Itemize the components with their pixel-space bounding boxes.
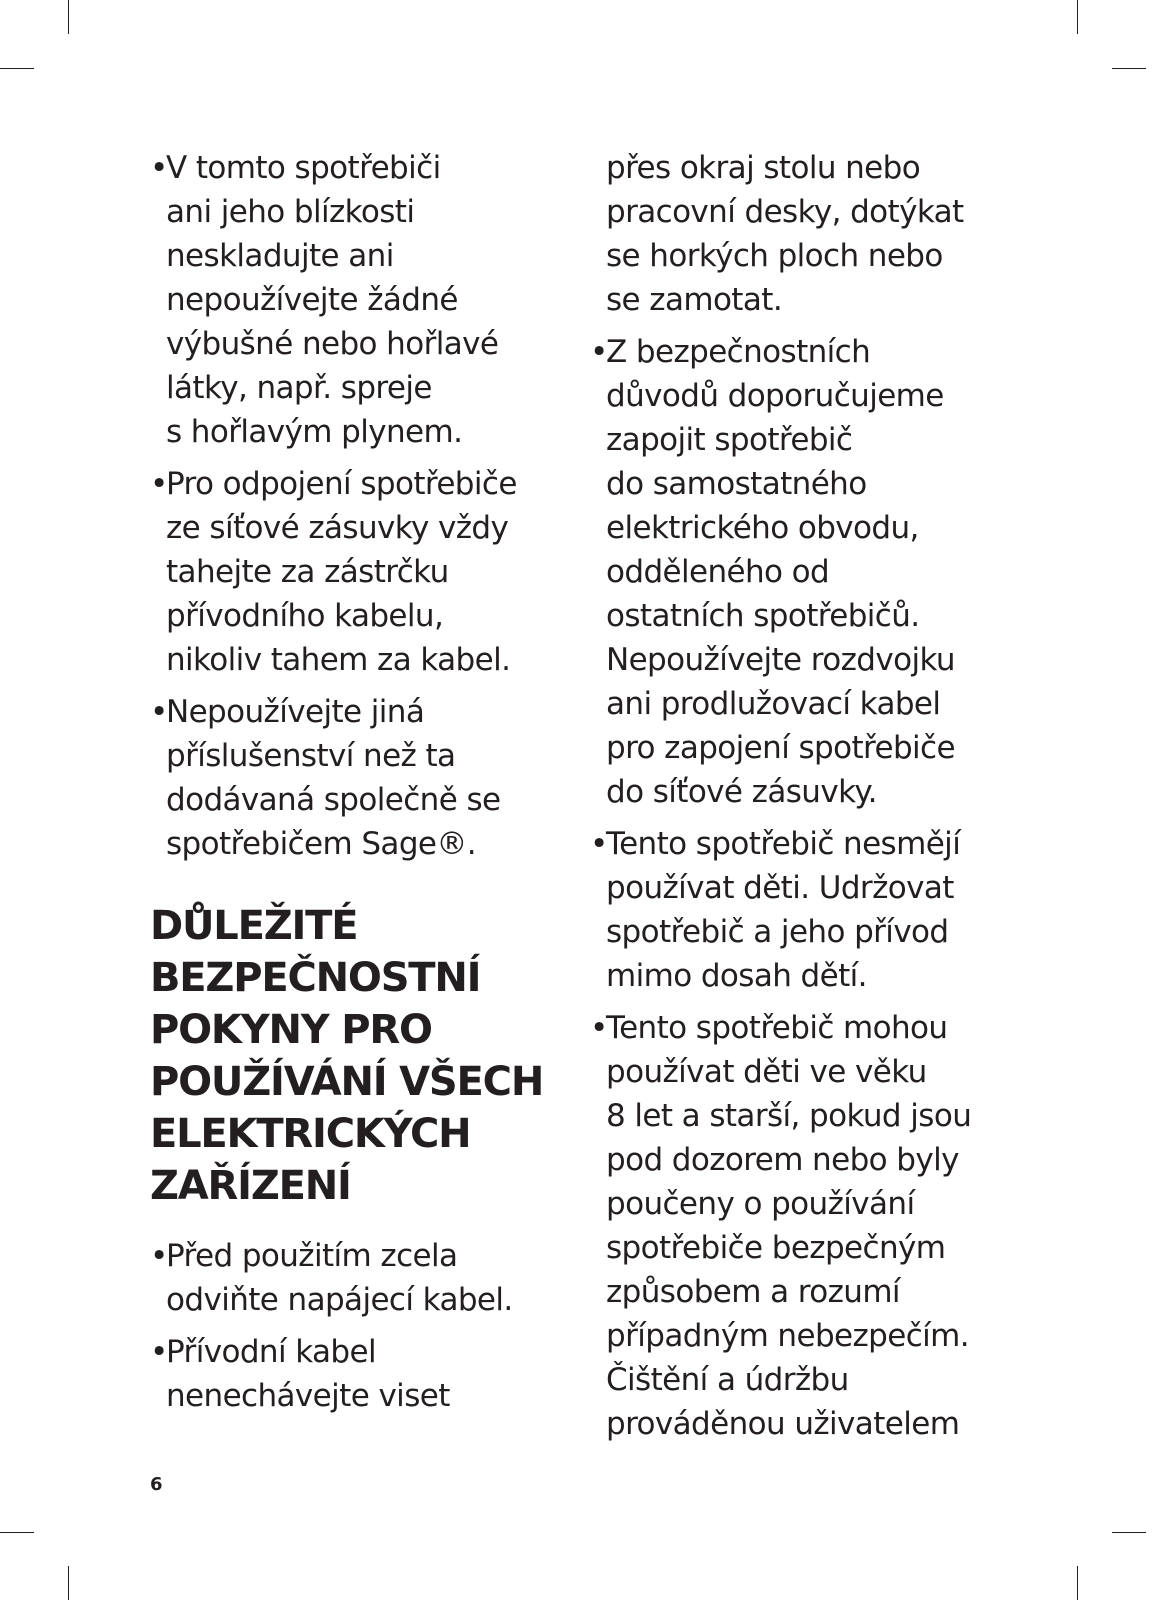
crop-mark-top-right-vertical: [1077, 0, 1078, 34]
list-item: [150, 146, 570, 454]
list-item: [590, 330, 1040, 814]
list-item-text: Tento spotřebič mohou používat děti ve věku 8 let a starší, pokud jsou pod dozorem nebo byly poučeny o používání spotřebiče bezpečným způsobem a rozumí případným nebezpečím. Čištění a údržbu prováděnou uživatelem: [606, 1010, 972, 1442]
list-item-text: Z bezpečnostních důvodů doporučujeme zapojit spotřebič do samostatného elektrického obvodu, odděleného od ostatních spotřebičů. Nepoužívejte rozdvojku ani prodlužovací kabel pro zapojení spotřebiče do síťové zásuvky.: [606, 334, 955, 810]
page-number: 6: [150, 1474, 163, 1495]
list-item: [150, 1330, 570, 1418]
bullet-icon: •: [590, 334, 608, 370]
bullet-icon: •: [150, 150, 168, 186]
bullet-icon: •: [150, 466, 168, 502]
bullet-icon: •: [150, 1334, 168, 1370]
left-column: [150, 146, 570, 1426]
crop-mark-top-left-horizontal: [0, 68, 34, 69]
crop-mark-bottom-left-vertical: [68, 1566, 69, 1600]
section-heading: DŮLEŽITÉ BEZPEČNOSTNÍ POKYNY PRO POUŽÍVÁNÍ VŠECH ELEKTRICKÝCH ZAŘÍZENÍ: [150, 903, 544, 1209]
list-item: [150, 690, 570, 866]
list-item-text: Před použitím zcela odviňte napájecí kabel.: [166, 1238, 513, 1318]
crop-mark-top-right-horizontal: [1112, 68, 1146, 69]
safety-bullet-list-top: [150, 146, 570, 866]
bullet-icon: •: [590, 1010, 608, 1046]
right-column: [590, 146, 1040, 1454]
list-item: [590, 822, 1040, 998]
safety-bullet-list-bottom: [150, 1234, 570, 1418]
list-item: [590, 1006, 1040, 1446]
bullet-icon: •: [150, 694, 168, 730]
list-item-text: V tomto spotřebiči ani jeho blízkosti neskladujte ani nepoužívejte žádné výbušné nebo hořlavé látky, např. spreje s hořlavým plynem.: [166, 150, 499, 450]
crop-mark-bottom-left-horizontal: [0, 1532, 34, 1533]
list-item: [150, 1234, 570, 1322]
list-item: [150, 462, 570, 682]
bullet-icon: •: [150, 1238, 168, 1274]
continuation-text: přes okraj stolu nebo pracovní desky, dotýkat se horkých ploch nebo se zamotat.: [606, 150, 964, 318]
list-item-text: Pro odpojení spotřebiče ze síťové zásuvky vždy tahejte za zástrčku přívodního kabelu, nikoliv tahem za kabel.: [166, 466, 517, 678]
list-item-text: Tento spotřebič nesmějí používat děti. Udržovat spotřebič a jeho přívod mimo dosah dětí.: [606, 826, 961, 994]
crop-mark-top-left-vertical: [68, 0, 69, 34]
list-item-text: Přívodní kabel nenechávejte viset: [166, 1334, 450, 1414]
crop-mark-bottom-right-vertical: [1077, 1566, 1078, 1600]
bullet-icon: •: [590, 826, 608, 862]
safety-bullet-list-right: [590, 330, 1040, 1446]
list-item-text: Nepoužívejte jiná příslušenství než ta dodávaná společně se spotřebičem Sage®.: [166, 694, 501, 862]
crop-mark-bottom-right-horizontal: [1112, 1532, 1146, 1533]
